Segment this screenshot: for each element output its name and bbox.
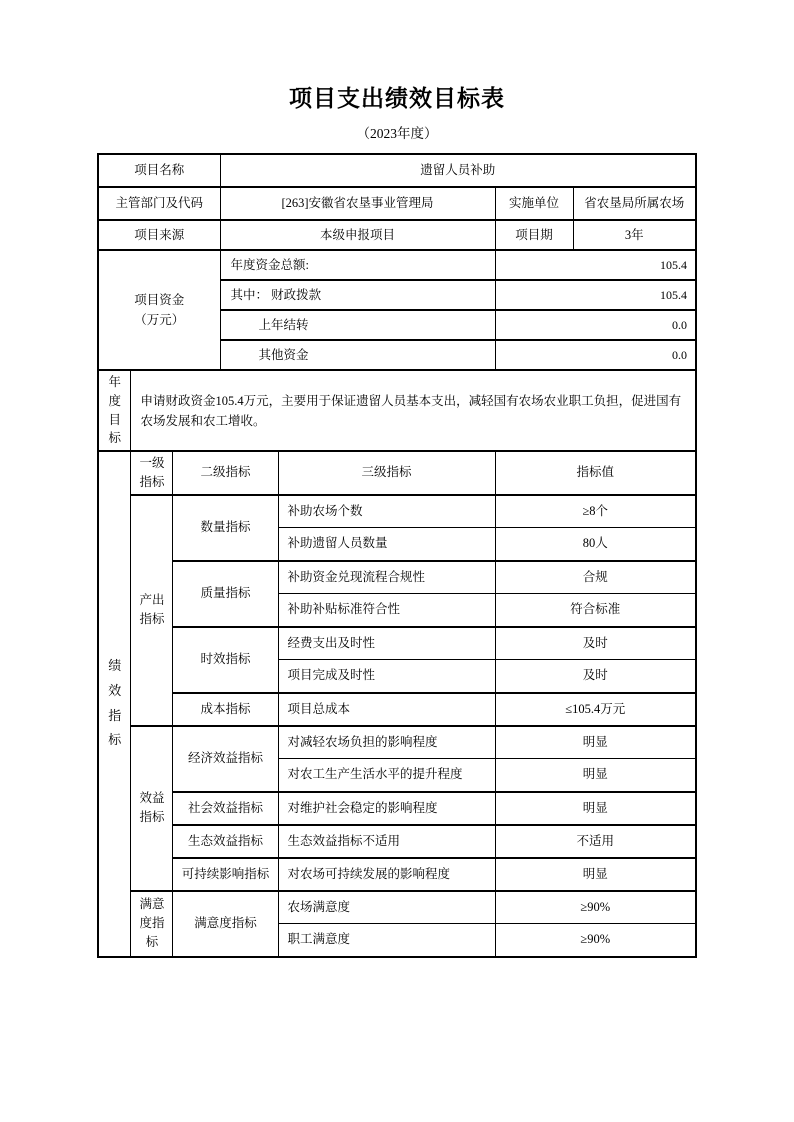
page-subtitle: （2023年度）	[356, 126, 438, 141]
header-level2: 二级指标	[173, 451, 278, 495]
indicator-value: 不适用	[495, 825, 696, 858]
project-source-value: 本级申报项目	[220, 220, 495, 250]
fund-value-other: 0.0	[495, 340, 696, 370]
indicator-value: 明显	[495, 726, 696, 759]
indicator-value: 及时	[495, 627, 696, 660]
level2-ecological: 生态效益指标	[173, 825, 278, 858]
level3-item: 项目完成及时性	[278, 660, 495, 693]
level1-benefit: 效益指标	[131, 726, 173, 891]
indicator-value: ≥90%	[495, 924, 696, 957]
table-row	[98, 495, 696, 528]
indicator-value: 明显	[495, 792, 696, 825]
funds-label-line1: 项目资金	[134, 293, 185, 307]
table-row	[98, 858, 696, 891]
table-row	[98, 370, 696, 451]
annual-goal-text: 申请财政资金105.4万元，主要用于保证遗留人员基本支出，减轻国有农场农业职工负担，促进国有农场发展和农工增收。	[131, 370, 696, 451]
table-row	[98, 451, 696, 495]
indicator-value: 明显	[495, 858, 696, 891]
fund-value-total: 105.4	[495, 250, 696, 280]
table-row	[98, 220, 696, 250]
level3-item: 经费支出及时性	[278, 627, 495, 660]
level3-item: 对农工生产生活水平的提升程度	[278, 759, 495, 792]
impl-unit-value: 省农垦局所属农场	[573, 187, 696, 220]
table-row	[98, 726, 696, 759]
performance-target-table	[97, 153, 697, 958]
header-value: 指标值	[495, 451, 696, 495]
project-period-label: 项目期	[495, 220, 573, 250]
funds-label-line2: （万元）	[134, 313, 185, 327]
table-row	[98, 250, 696, 280]
table-row	[98, 792, 696, 825]
project-period-value: 3年	[573, 220, 696, 250]
level3-item: 职工满意度	[278, 924, 495, 957]
level3-item: 对农场可持续发展的影响程度	[278, 858, 495, 891]
performance-indicators-side-label	[98, 451, 131, 957]
fund-item-total: 年度资金总额:	[220, 250, 495, 280]
level3-item: 补助资金兑现流程合规性	[278, 561, 495, 594]
level3-item: 补助补贴标准符合性	[278, 594, 495, 627]
table-row	[98, 154, 696, 187]
level3-item: 对减轻农场负担的影响程度	[278, 726, 495, 759]
level2-sustainability: 可持续影响指标	[173, 858, 278, 891]
indicator-value: 合规	[495, 561, 696, 594]
table-row	[98, 627, 696, 660]
level2-quantity: 数量指标	[173, 495, 278, 561]
project-name-value: 遗留人员补助	[220, 154, 696, 187]
level2-social: 社会效益指标	[173, 792, 278, 825]
level3-item: 对维护社会稳定的影响程度	[278, 792, 495, 825]
fund-item-carryover: 上年结转	[220, 310, 495, 340]
impl-unit-label: 实施单位	[495, 187, 573, 220]
table-row	[98, 693, 696, 726]
level1-output: 产出指标	[131, 495, 173, 726]
table-row	[98, 187, 696, 220]
indicator-value: 80人	[495, 528, 696, 561]
level3-item: 生态效益指标不适用	[278, 825, 495, 858]
level3-item: 补助农场个数	[278, 495, 495, 528]
level2-economic: 经济效益指标	[173, 726, 278, 792]
table-row	[98, 561, 696, 594]
level1-satisfaction: 满意度指标	[131, 891, 173, 957]
level2-satisfaction: 满意度指标	[173, 891, 278, 957]
funds-label	[98, 250, 220, 370]
indicator-value: 符合标准	[495, 594, 696, 627]
annual-goal-label: 年度目标	[98, 370, 131, 451]
project-name-label: 项目名称	[98, 154, 220, 187]
level3-item: 补助遗留人员数量	[278, 528, 495, 561]
fund-item-other: 其他资金	[220, 340, 495, 370]
indicator-value: ≥90%	[495, 891, 696, 924]
indicator-value: 及时	[495, 660, 696, 693]
level2-quality: 质量指标	[173, 561, 278, 627]
side-label-text: 绩效指标	[108, 658, 122, 748]
table-row	[98, 891, 696, 924]
fund-value-carryover: 0.0	[495, 310, 696, 340]
fund-item-fiscal: 其中： 财政拨款	[220, 280, 495, 310]
level2-timeliness: 时效指标	[173, 627, 278, 693]
dept-code-value: [263]安徽省农垦事业管理局	[220, 187, 495, 220]
level2-cost: 成本指标	[173, 693, 278, 726]
indicator-value: 明显	[495, 759, 696, 792]
dept-code-label: 主管部门及代码	[98, 187, 220, 220]
header-level3: 三级指标	[278, 451, 495, 495]
indicator-value: ≤105.4万元	[495, 693, 696, 726]
project-source-label: 项目来源	[98, 220, 220, 250]
header-level1: 一级指标	[131, 451, 173, 495]
level3-item: 农场满意度	[278, 891, 495, 924]
table-row	[98, 825, 696, 858]
indicator-value: ≥8个	[495, 495, 696, 528]
level3-item: 项目总成本	[278, 693, 495, 726]
page-title: 项目支出绩效目标表	[289, 86, 505, 111]
fund-value-fiscal: 105.4	[495, 280, 696, 310]
